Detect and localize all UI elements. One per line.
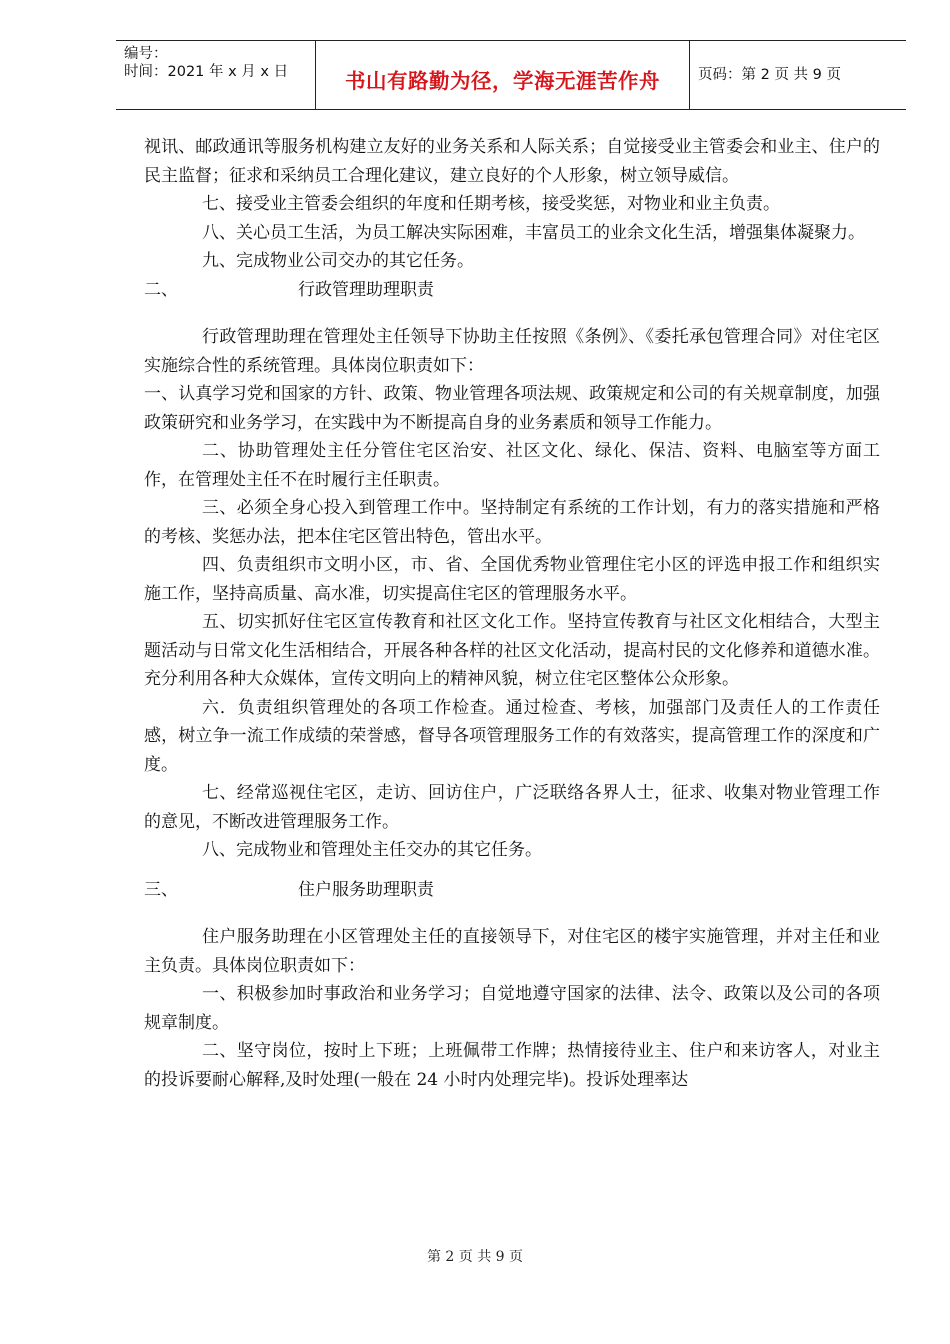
list-item: 一、积极参加时事政治和业务学习；自觉地遵守国家的法律、法令、政策以及公司的各项规章制度。 [144, 984, 880, 1033]
section-title: 行政管理助理职责 [298, 279, 434, 300]
header-motto-cell [316, 41, 690, 109]
paragraph: 视讯、邮政通讯等服务机构建立友好的业务关系和人际关系；自觉接受业主管委会和业主、住户的民主监督；征求和采纳员工合理化建议，建立良好的个人形象，树立领导威信。 [144, 137, 880, 186]
list-item: 八、完成物业和管理处主任交办的其它任务。 [202, 840, 542, 860]
header-page-label: 页码：第 2 页 共 9 页 [698, 67, 841, 83]
paragraph: 七、接受业主管委会组织的年度和任期考核，接受奖惩，对物业和业主负责。 [202, 194, 780, 214]
page-header [116, 40, 906, 110]
header-page-cell [690, 41, 906, 109]
list-item: 二、坚守岗位，按时上下班；上班佩带工作牌；热情接待业主、住户和来访客人，对业主的投诉要耐心解释,及时处理(一般在 24 小时内处理完毕)。投诉处理率达 [144, 1041, 880, 1090]
section-number: 三、 [144, 879, 178, 900]
section-heading [144, 276, 880, 305]
paragraph: 行政管理助理在管理处主任领导下协助主任按照《条例》、《委托承包管理合同》对住宅区实施综合性的系统管理。具体岗位职责如下： [144, 327, 880, 376]
document-body [144, 133, 880, 1094]
number-label: 编号： [124, 46, 168, 62]
list-item: 三、必须全身心投入到管理工作中。坚持制定有系统的工作计划，有力的落实措施和严格的考核、奖惩办法，把本住宅区管出特色，管出水平。 [144, 498, 880, 547]
list-item: 七、经常巡视住宅区，走访、回访住户，广泛联络各界人士，征求、收集对物业管理工作的意见，不断改进管理服务工作。 [144, 783, 880, 832]
list-item: 六．负责组织管理处的各项工作检查。通过检查、考核，加强部门及责任人的工作责任感，树立争一流工作成绩的荣誉感，督导各项管理服务工作的有效落实，提高管理工作的深度和广度。 [144, 697, 880, 775]
time-label: 时间：2021 年 x 月 x 日 [124, 64, 289, 80]
paragraph: 住户服务助理在小区管理处主任的直接领导下，对住宅区的楼宇实施管理，并对主任和业主负责。具体岗位职责如下： [144, 927, 880, 976]
list-item: 二、协助管理处主任分管住宅区治安、社区文化、绿化、保洁、资料、电脑室等方面工作，在管理处主任不在时履行主任职责。 [144, 441, 880, 490]
header-info-cell [116, 41, 316, 109]
paragraph: 八、关心员工生活，为员工解决实际困难，丰富员工的业余文化生活，增强集体凝聚力。 [202, 222, 865, 243]
list-item: 五、切实抓好住宅区宣传教育和社区文化工作。坚持宣传教育与社区文化相结合，大型主题活动与日常文化生活相结合，开展各种各样的社区文化活动，提高村民的文化修养和道德水准。充分利用各种大众媒体，宣传文明向上的精神风貌，树立住宅区整体公众形象。 [144, 612, 880, 689]
list-item: 四、负责组织市文明小区，市、省、全国优秀物业管理住宅小区的评选申报工作和组织实施工作，坚持高质量、高水准，切实提高住宅区的管理服务水平。 [144, 555, 880, 604]
list-item: 一、认真学习党和国家的方针、政策、物业管理各项法规、政策规定和公司的有关规章制度，加强政策研究和业务学习，在实践中为不断提高自身的业务素质和领导工作能力。 [144, 384, 880, 433]
section-title: 住户服务助理职责 [298, 879, 434, 900]
page-footer: 第 2 页 共 9 页 [426, 1249, 524, 1265]
section-heading [144, 876, 880, 905]
section-number: 二、 [144, 279, 178, 300]
paragraph: 九、完成物业公司交办的其它任务。 [202, 251, 474, 271]
header-motto: 书山有路勤为径，学海无涯苦作舟 [345, 69, 660, 93]
